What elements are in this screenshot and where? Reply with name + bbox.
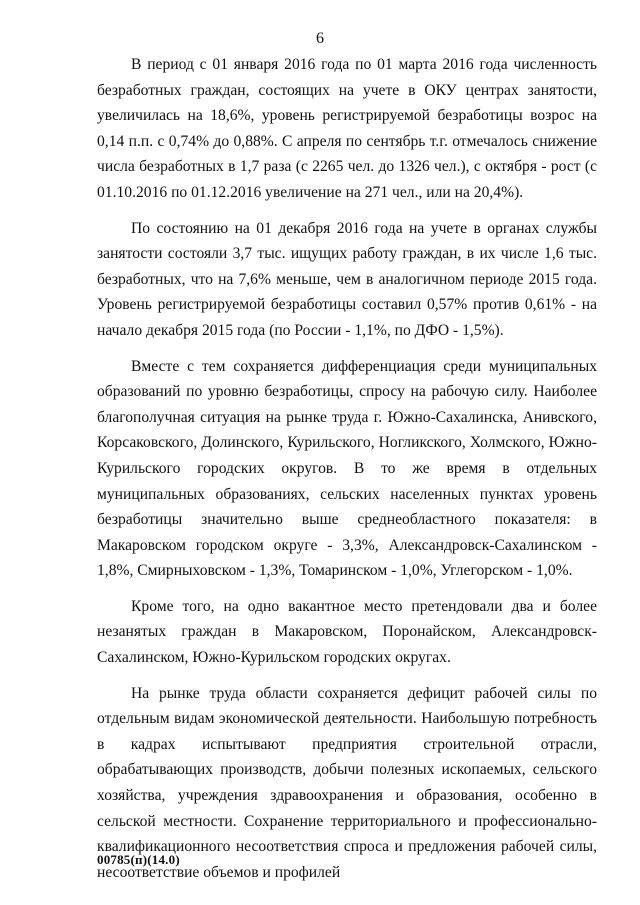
document-code: 00785(п)(14.0) — [97, 852, 180, 867]
paragraph-unemployment-dynamics: В период с 01 января 2016 года по 01 марта 2016 года численность безработных граждан, состоящих на учете в ОКУ центрах занятости, увеличилась на 18,6%, уровень регистрируемой безработицы возрос на 0,14 п.п. с 0,74% до 0,88%. С апреля по сентябрь т.г. отмечалось снижение числа безработных в 1,7 раза (с 2265 чел. до 1326 чел.), с октября - рост (с 01.10.2016 по 01.12.2016 увеличение на 271 чел., или на 20,4%). — [97, 56, 597, 201]
body-text — [97, 52, 597, 895]
page-number: 6 — [316, 30, 324, 47]
paragraph-labor-shortage: На рынке труда области сохраняется дефицит рабочей силы по отдельным видам экономической деятельности. Наибольшую потребность в кадрах испытывают предприятия строительной отрасли, обрабатывающих производств, добычи полезных ископаемых, сельского хозяйства, учреждения здравоохранения и образования, особенно в сельской местности. Сохранение территориального и профессионально-квалификационного несоответствия спроса и предложения рабочей силы, несоответствие объемов и профилей — [97, 684, 597, 881]
paragraph-vacancy-competition: Кроме того, на одно вакантное место претендовали два и более незанятых граждан в Макаровском, Поронайском, Александровск-Сахалинском, Южно-Курильском городских округах. — [97, 597, 597, 667]
paragraph-registered-seekers: По состоянию на 01 декабря 2016 года на учете в органах службы занятости состояли 3,7 тыс. ищущих работу граждан, в их числе 1,6 тыс. безработных, что на 7,6% меньше, чем в аналогичном периоде 2015 года. Уровень регистрируемой безработицы составил 0,57% против 0,61% - на начало декабря 2015 года (по России - 1,1%, по ДФО - 1,5%). — [97, 219, 597, 339]
paragraph-municipal-differentiation: Вместе с тем сохраняется дифференциация среди муниципальных образований по уровню безработицы, спросу на рабочую силу. Наиболее благополучная ситуация на рынке труда г. Южно-Сахалинска, Анивского, Корсаковского, Долинского, Курильского, Ногликского, Холмского, Южно-Курильского городских округов. В то же время в отдельных муниципальных образованиях, сельских населенных пунктах уровень безработицы значительно выше среднеобластного показателя: в Макаровском городском округе - 3,3%, Александровск-Сахалинском - 1,8%, Смирныховском - 1,3%, Томаринском - 1,0%, Углегорском - 1,0%. — [97, 357, 597, 580]
